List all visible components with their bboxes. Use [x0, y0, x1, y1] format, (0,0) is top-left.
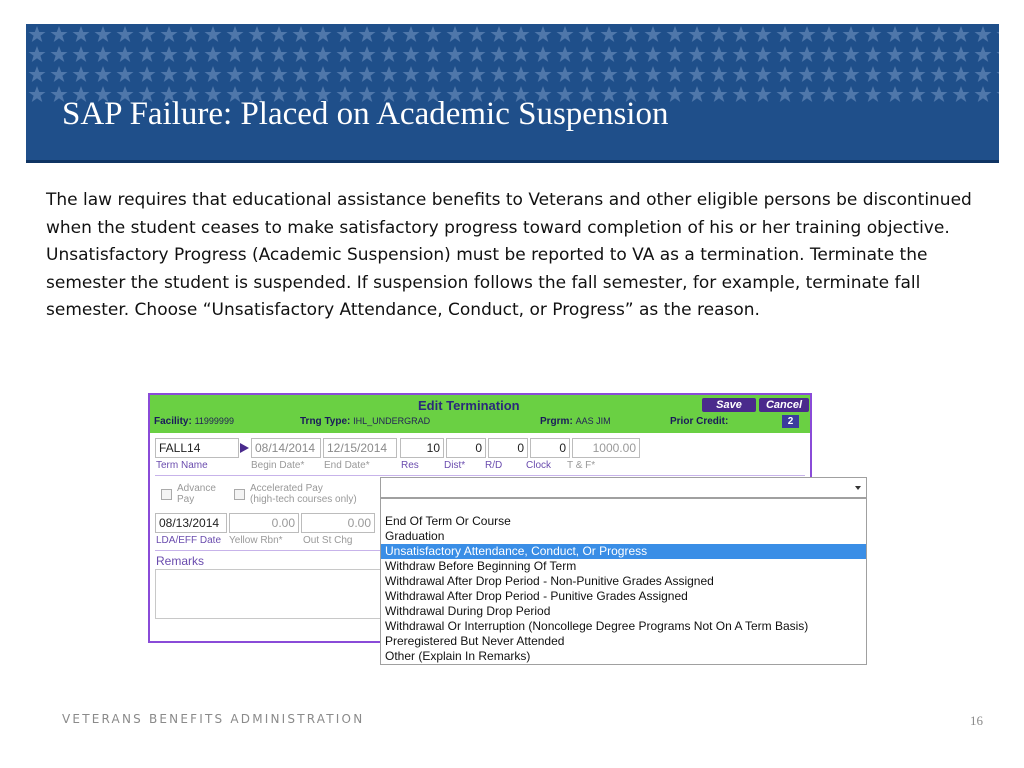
row-divider: [155, 475, 805, 476]
res-input[interactable]: 10: [400, 438, 444, 458]
accelerated-pay-label-line2: (high-tech courses only): [250, 494, 357, 505]
dropdown-option[interactable]: Preregistered But Never Attended: [385, 634, 565, 648]
begin-date-input[interactable]: 08/14/2014: [251, 438, 321, 458]
cancel-button[interactable]: Cancel: [759, 398, 809, 412]
trng-type-value: IHL_UNDERGRAD: [353, 416, 431, 426]
stars-pattern: [26, 24, 999, 104]
prior-credit-icon[interactable]: 2: [782, 415, 799, 428]
advance-pay-label-line2: Pay: [177, 494, 195, 505]
begin-date-label: Begin Date*: [251, 460, 305, 471]
prgrm-field: [540, 416, 611, 427]
rd-input[interactable]: 0: [488, 438, 528, 458]
end-date-input[interactable]: 12/15/2014: [323, 438, 397, 458]
save-button[interactable]: Save: [702, 398, 756, 412]
facility-field: [154, 416, 234, 427]
prior-credit-field: [670, 416, 728, 427]
dist-input[interactable]: 0: [446, 438, 486, 458]
dropdown-option[interactable]: End Of Term Or Course: [385, 514, 511, 528]
advance-pay-checkbox[interactable]: [161, 489, 172, 500]
dropdown-option[interactable]: Graduation: [385, 529, 445, 543]
res-label: Res: [401, 460, 419, 471]
facility-value: 11999999: [194, 416, 234, 426]
trng-type-field: [300, 416, 430, 427]
term-name-label: Term Name: [156, 460, 208, 471]
footer-organization: VETERANS BENEFITS ADMINISTRATION: [62, 712, 365, 726]
accelerated-pay-label-line1: Accelerated Pay: [250, 483, 323, 494]
reason-dropdown-list: [380, 498, 867, 665]
lda-eff-date-input[interactable]: 08/13/2014: [155, 513, 227, 533]
slide-banner: [26, 24, 999, 163]
out-st-chg-input[interactable]: 0.00: [301, 513, 375, 533]
tf-label: T & F*: [567, 460, 596, 471]
out-st-chg-label: Out St Chg: [303, 535, 353, 546]
dropdown-option[interactable]: Withdrawal During Drop Period: [385, 604, 551, 618]
end-date-label: End Date*: [324, 460, 370, 471]
chevron-down-icon[interactable]: [855, 486, 861, 490]
prior-credit-label: Prior Credit:: [670, 416, 729, 427]
form-title: Edit Termination: [418, 398, 520, 413]
trng-type-label: Trng Type:: [300, 416, 351, 427]
dropdown-option[interactable]: Withdraw Before Beginning Of Term: [385, 559, 577, 573]
prgrm-label: Prgrm:: [540, 416, 573, 427]
dropdown-option[interactable]: Other (Explain In Remarks): [385, 649, 531, 663]
accelerated-pay-checkbox[interactable]: [234, 489, 245, 500]
dropdown-option-highlighted[interactable]: Unsatisfactory Attendance, Conduct, Or Progress: [381, 544, 866, 559]
term-name-input[interactable]: FALL14: [155, 438, 239, 458]
clock-input[interactable]: 0: [530, 438, 570, 458]
remarks-label: Remarks: [156, 554, 205, 568]
remarks-divider: [155, 550, 391, 551]
prgrm-value: AAS JIM: [575, 416, 611, 426]
dropdown-option[interactable]: Withdrawal After Drop Period - Non-Punitive Grades Assigned: [385, 574, 714, 588]
dist-label: Dist*: [444, 460, 466, 471]
yellow-rbn-input[interactable]: 0.00: [229, 513, 299, 533]
facility-label: Facility:: [154, 416, 192, 427]
lda-eff-date-label: LDA/EFF Date: [156, 535, 222, 546]
reason-select[interactable]: [380, 477, 867, 498]
tf-input[interactable]: 1000.00: [572, 438, 640, 458]
rd-label: R/D: [485, 460, 503, 471]
advance-pay-label: [177, 483, 216, 505]
clock-label: Clock: [526, 460, 552, 471]
remarks-textarea[interactable]: [155, 569, 391, 619]
dropdown-option[interactable]: Withdrawal Or Interruption (Noncollege Degree Programs Not On A Term Basis): [385, 619, 809, 633]
yellow-rbn-label: Yellow Rbn*: [229, 535, 283, 546]
slide-title: SAP Failure: Placed on Academic Suspension: [62, 96, 669, 132]
dropdown-option[interactable]: Withdrawal After Drop Period - Punitive Grades Assigned: [385, 589, 688, 603]
play-icon[interactable]: [240, 443, 249, 453]
accelerated-pay-label: [250, 483, 357, 505]
banner-rule: [26, 160, 999, 163]
slide-body-text: The law requires that educational assistance benefits to Veterans and other eligible persons be discontinued when the student ceases to make satisfactory progress toward completion of his or her training objective. Unsatisfactory Progress (Academic Suspension) must be reported to VA as a termination. Terminate the semester the student is suspended. If suspension follows the fall semester, for example, terminate fall semester. Choose “Unsatisfactory Attendance, Conduct, or Progress” as the reason.: [46, 190, 972, 321]
advance-pay-label-line1: Advance: [177, 483, 216, 494]
page-number: 16: [970, 713, 983, 728]
